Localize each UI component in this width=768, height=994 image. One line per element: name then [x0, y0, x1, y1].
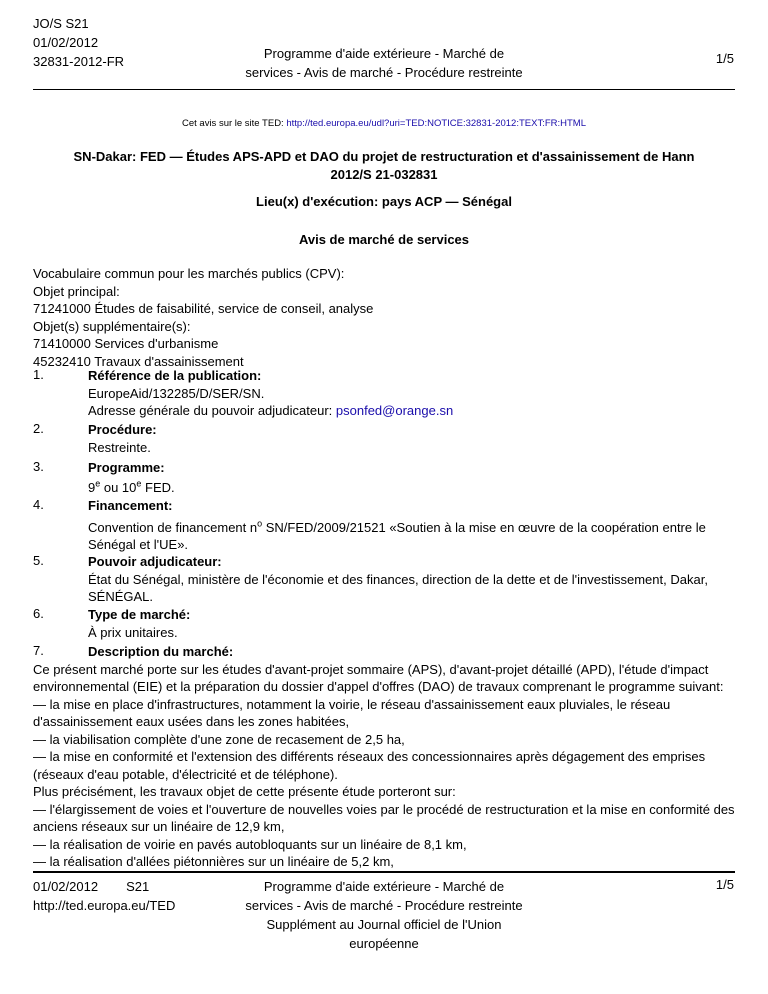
section-number: 3.	[33, 459, 44, 474]
footer-program	[234, 877, 534, 953]
section-2	[33, 421, 735, 456]
description-paragraph: — la mise en conformité et l'extension des différents réseaux des concessionnaires après dégagement des emprises (réseaux d'eau potable, d'électricité et de téléphone).	[33, 749, 706, 782]
journal-ref: JO/S S21	[33, 16, 89, 31]
section-text: État du Sénégal, ministère de l'économie et des finances, direction de la dette et de l'investissement, Dakar, SÉNÉGAL.	[88, 571, 708, 604]
cpv-line: Objet(s) supplémentaire(s):	[33, 318, 191, 334]
section-text: Restreinte.	[88, 439, 151, 455]
section-3	[33, 459, 735, 496]
section-heading: Programme:	[88, 460, 165, 475]
section-heading: Procédure:	[88, 422, 157, 437]
notice-title-line1: SN-Dakar: FED — Études APS-APD et DAO du projet de restructuration et d'assainissement de Hann	[73, 149, 695, 164]
section-text: EuropeAid/132285/D/SER/SN.	[88, 385, 265, 401]
section-number: 2.	[33, 421, 44, 436]
cpv-line: Objet principal:	[33, 283, 120, 299]
section-text: 9e ou 10e FED.	[88, 478, 175, 495]
section-1	[33, 367, 735, 420]
section-text	[88, 402, 735, 420]
section-text: Convention de financement $n^o$ SN/FED/2009/21521 «Soutien à la mise en œuvre de la coopération entre le Sénégal et l'UE».	[88, 518, 706, 552]
section-number: 4.	[33, 497, 44, 512]
footer-line3: Supplément au Journal officiel de l'Union européenne	[266, 917, 502, 951]
cpv-line: 45232410 Travaux d'assainissement	[33, 353, 244, 369]
header-page-number: 1/5	[715, 51, 734, 66]
footer-divider	[33, 871, 735, 873]
section-number: 7.	[33, 643, 44, 658]
section-text: À prix unitaires.	[88, 624, 178, 640]
section-6	[33, 606, 735, 641]
cpv-line: 71410000 Services d'urbanisme	[33, 336, 219, 351]
footer-date: 01/02/2012	[33, 879, 99, 894]
footer-meta	[33, 877, 175, 915]
header-date: 01/02/2012	[33, 35, 99, 50]
description-paragraph: — la mise en place d'infrastructures, notamment la voirie, le réseau d'assainissement eaux pluviales, le réseau d'assainissement eaux usées dans les zones habitées,	[33, 696, 671, 729]
header-program-line1: Programme d'aide extérieure - Marché de	[263, 46, 505, 61]
notice-type: Avis de marché de services	[298, 232, 470, 247]
cpv-block	[33, 265, 373, 370]
ted-link-line	[0, 118, 768, 129]
notice-title	[0, 148, 768, 184]
footer-line1: Programme d'aide extérieure - Marché de	[263, 879, 505, 894]
header-meta	[33, 14, 124, 71]
footer-url: http://ted.europa.eu/TED	[33, 898, 176, 913]
description-paragraph: — l'élargissement de voies et l'ouverture de nouvelles voies par le procédé de restructuration et la mise en conformité des anciens réseaux sur un linéaire de 12,9 km,	[33, 801, 735, 834]
description-paragraph: — la réalisation de voirie en pavés autobloquants sur un linéaire de 8,1 km,	[33, 836, 467, 852]
description-paragraph: Ce présent marché porte sur les études d'avant-projet sommaire (APS), d'avant-projet détaillé (APD), l'étude d'impact environnemental (EIE) et la préparation du dossier d'appel d'offres (DAO) de travaux comprenant le programme suivant:	[33, 661, 724, 694]
section-heading: Pouvoir adjudicateur:	[88, 554, 222, 569]
section-heading: Référence de la publication:	[88, 368, 262, 383]
header-program-line2: services - Avis de marché - Procédure restreinte	[245, 65, 523, 80]
section-4	[33, 497, 735, 554]
section-number: 6.	[33, 606, 44, 621]
description-paragraph: — la réalisation d'allées piétonnières sur un linéaire de 5,2 km,	[33, 854, 394, 869]
section-heading: Description du marché:	[88, 644, 234, 659]
section-5	[33, 553, 735, 606]
ted-prefix: Cet avis sur le site TED:	[181, 118, 287, 129]
ted-link[interactable]: http://ted.europa.eu/udl?uri=TED:NOTICE:32831-2012:TEXT:FR:HTML	[286, 118, 586, 129]
cpv-line: 71241000 Études de faisabilité, service de conseil, analyse	[33, 301, 374, 316]
section-number: 5.	[33, 553, 44, 568]
cpv-line: Vocabulaire commun pour les marchés publics (CPV):	[33, 266, 345, 281]
header-program	[234, 44, 534, 82]
notice-ref: 32831-2012-FR	[33, 54, 125, 69]
header-divider	[33, 89, 735, 90]
email-link[interactable]: psonfed@orange.sn	[335, 403, 454, 418]
description-paragraph: Plus précisément, les travaux objet de cette présente étude porteront sur:	[33, 784, 456, 799]
section-7	[33, 643, 735, 871]
section-heading: Financement:	[88, 498, 173, 513]
address-label: Adresse générale du pouvoir adjudicateur:	[88, 403, 336, 418]
notice-number: 2012/S 21-032831	[330, 167, 438, 182]
footer-page-number: 1/5	[715, 877, 734, 892]
footer-line2: services - Avis de marché - Procédure restreinte	[245, 898, 523, 913]
footer-series: S21	[126, 879, 150, 894]
section-heading: Type de marché:	[88, 607, 191, 622]
execution-place: Lieu(x) d'exécution: pays ACP — Sénégal	[256, 194, 512, 209]
section-number: 1.	[33, 367, 44, 382]
description-paragraph: — la viabilisation complète d'une zone de recasement de 2,5 ha,	[33, 731, 405, 747]
